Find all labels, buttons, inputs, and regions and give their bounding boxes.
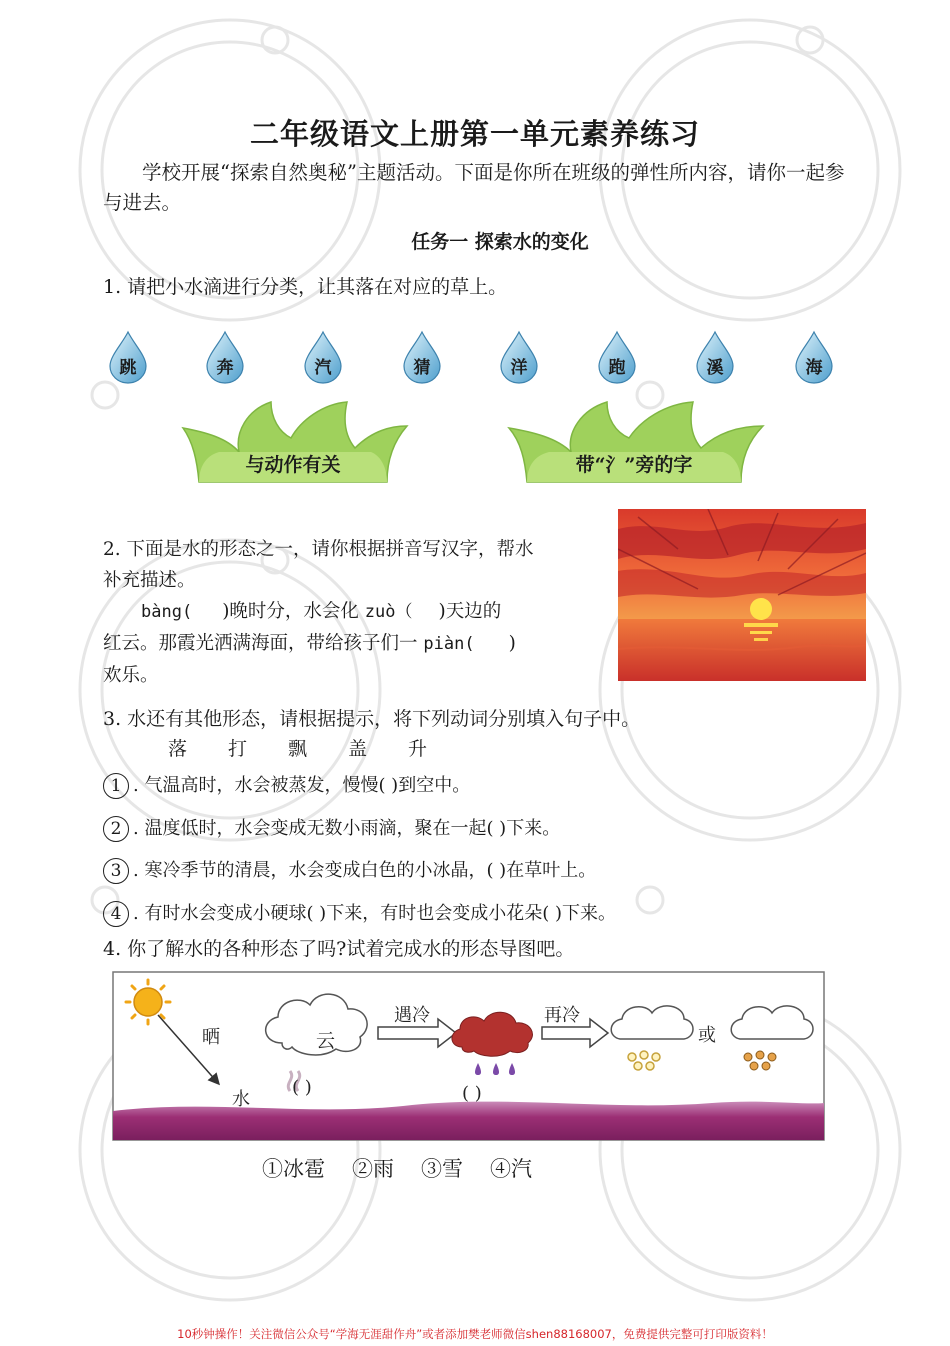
sentence-item[interactable] [103, 814, 560, 842]
pinyin-line-1 [103, 596, 603, 628]
water-drop[interactable] [793, 330, 835, 384]
label-sun: 晒 [202, 1027, 220, 1048]
verb-word: 盖 [348, 738, 368, 760]
grass-target-water-radical[interactable] [501, 396, 767, 486]
pinyin-zuo: zuò（ [364, 602, 413, 622]
question-2 [103, 534, 603, 691]
task-heading: 任务一 探索水的变化 [411, 231, 589, 253]
option-vapor: ④汽 [490, 1157, 532, 1181]
grass-label: 与动作有关 [245, 454, 341, 476]
water-drop[interactable] [401, 330, 443, 384]
option-rain: ②雨 [352, 1157, 394, 1181]
water-drop[interactable] [302, 330, 344, 384]
water-drop[interactable] [107, 330, 149, 384]
answer-blank[interactable]: ( ) [292, 1077, 312, 1098]
verb-word: 落 [168, 738, 188, 760]
prompt-line: 补充描述。 [103, 570, 196, 591]
footer-promo: 10秒钟操作！关注微信公众号“学海无涯甜作舟”或者添加樊老师微信shen88168007，免费提供完整可打印版资料！ [177, 1327, 773, 1341]
question-4-prompt: 4. 你了解水的各种形态了吗?试着完成水的形态导图吧。 [103, 938, 575, 960]
drop-char: 溪 [706, 358, 724, 378]
label-arrow-colder: 再冷 [544, 1005, 580, 1026]
water-cycle-diagram [112, 971, 825, 1141]
verb-list [168, 734, 468, 761]
sentence-text: . 温度低时，水会变成无数小雨滴，聚在一起( )下来。 [133, 818, 561, 839]
circled-number: 4 [103, 901, 129, 927]
sentence-text: 红云。那霞光洒满海面，带给孩子们一 [103, 633, 418, 654]
label-or: 或 [698, 1025, 716, 1046]
verb-word: 升 [408, 738, 428, 760]
question-2-prompt [103, 534, 603, 565]
pinyin-bang: bàng( [141, 602, 193, 622]
drop-char: 跑 [608, 358, 626, 378]
label-cloud: 云 [316, 1030, 336, 1052]
verb-word: 飘 [288, 738, 308, 760]
sunset-picture [618, 509, 866, 681]
water-drop[interactable] [694, 330, 736, 384]
option-snow: ③雪 [421, 1157, 463, 1181]
question-3-prompt: 3. 水还有其他形态，请根据提示，将下列动词分别填入句子中。 [103, 708, 641, 730]
drop-char: 奔 [216, 358, 234, 378]
pinyin-pian: piàn( [423, 634, 475, 654]
verb-word: 打 [228, 738, 248, 760]
drop-char: 猜 [413, 358, 431, 378]
circled-number: 1 [103, 773, 129, 799]
label-arrow-cold: 遇冷 [394, 1005, 430, 1026]
drop-char: 汽 [314, 358, 332, 378]
answer-blank[interactable]: ( ) [462, 1083, 482, 1104]
water-drop[interactable] [204, 330, 246, 384]
question-1-prompt: 1. 请把小水滴进行分类，让其落在对应的草上。 [103, 276, 508, 298]
pinyin-line-2 [103, 628, 603, 660]
pinyin-line-3 [103, 660, 603, 691]
sentence-text: )天边的 [438, 601, 502, 622]
water-drop[interactable] [498, 330, 540, 384]
prompt-line: 2. 下面是水的形态之一，请你根据拼音写汉字，帮水 [103, 539, 534, 560]
sentence-item[interactable] [103, 771, 470, 799]
circled-number: 2 [103, 816, 129, 842]
drop-char: 跳 [119, 358, 137, 378]
sentence-text: )晚时分，水会化 [222, 601, 359, 622]
water-drop[interactable] [596, 330, 638, 384]
page-title: 二年级语文上册第一单元素养练习 [249, 117, 700, 151]
grass-label: 带“氵”旁的字 [575, 454, 693, 476]
sentence-text: . 寒冷季节的清晨，水会变成白色的小冰晶，( )在草叶上。 [133, 860, 597, 881]
grass-target-actions[interactable] [175, 396, 411, 486]
sentence-text: ) [508, 633, 516, 654]
drops-and-grass-figure [103, 312, 845, 500]
drop-char: 洋 [510, 358, 528, 378]
question-2-prompt [103, 565, 603, 596]
sentence-text: . 气温高时，水会被蒸发，慢慢( )到空中。 [133, 775, 471, 796]
sentence-text: 欢乐。 [103, 665, 159, 686]
sentence-item[interactable] [103, 856, 596, 884]
circled-number: 3 [103, 858, 129, 884]
label-water: 水 [232, 1089, 250, 1110]
drop-char: 海 [805, 358, 823, 378]
sentence-text: . 有时水会变成小硬球( )下来，有时也会变成小花朵( )下来。 [133, 903, 616, 924]
sentence-item[interactable] [103, 899, 616, 927]
intro-paragraph: 学校开展“探索自然奥秘”主题活动。下面是你所在班级的弹性所内容，请你一起参与进去。 [103, 161, 845, 214]
option-hail: ①冰雹 [262, 1157, 325, 1181]
diagram-options [262, 1153, 559, 1183]
